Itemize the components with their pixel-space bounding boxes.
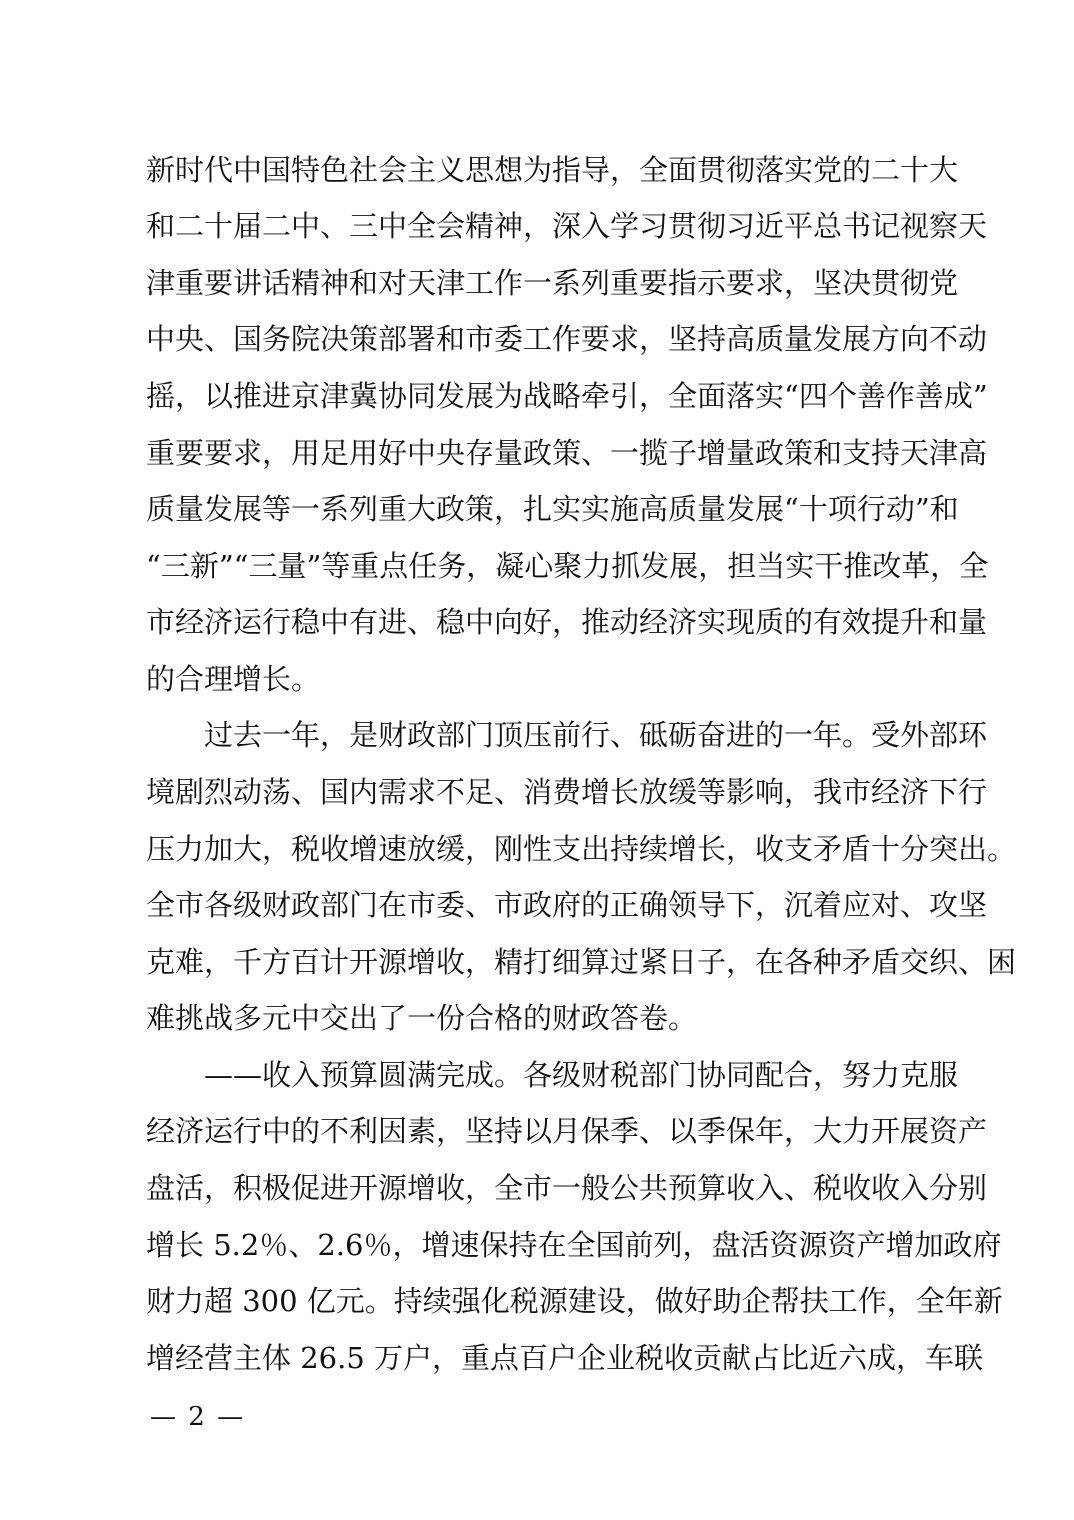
body-line: 摇，以推进京津冀协同发展为战略牵引，全面落实“四个善作善成”	[146, 379, 988, 413]
body-line: 重要要求，用足用好中央存量政策、一揽子增量政策和支持天津高	[146, 436, 988, 470]
body-line: 质量发展等一系列重大政策，扎实实施高质量发展“十项行动”和	[146, 492, 959, 526]
body-line: 增经营主体 26.5 万户，重点百户企业税收贡献占比近六成，车联	[146, 1341, 984, 1375]
paragraph-first-line: 过去一年，是财政部门顶压前行、砥砺奋进的一年。受外部环	[204, 718, 988, 752]
body-line: 和二十届二中、三中全会精神，深入学习贯彻习近平总书记视察天	[146, 209, 988, 243]
body-line: 财力超 300 亿元。持续强化税源建设，做好助企帮扶工作，全年新	[146, 1284, 1003, 1318]
body-line: 增长 5.2％、2.6％，增速保持在全国前列，盘活资源资产增加政府	[146, 1228, 1002, 1262]
body-line: 津重要讲话精神和对天津工作一系列重要指示要求，坚决贯彻党	[146, 266, 959, 300]
body-line: 全市各级财政部门在市委、市政府的正确领导下，沉着应对、攻坚	[146, 888, 988, 922]
body-line: 的合理增长。	[146, 662, 321, 696]
page-number: — 2 —	[150, 1402, 246, 1432]
body-line: 经济运行中的不利因素，坚持以月保季、以季保年，大力开展资产	[146, 1114, 988, 1148]
body-line: 境剧烈动荡、国内需求不足、消费增长放缓等影响，我市经济下行	[146, 775, 988, 809]
body-line: 盘活，积极促进开源增收，全市一般公共预算收入、税收收入分别	[146, 1171, 988, 1205]
body-line: 难挑战多元中交出了一份合格的财政答卷。	[146, 1001, 698, 1035]
body-line: 市经济运行稳中有进、稳中向好，推动经济实现质的有效提升和量	[146, 605, 988, 639]
body-line: 新时代中国特色社会主义思想为指导，全面贯彻落实党的二十大	[146, 153, 959, 187]
body-line: 克难，千方百计开源增收，精打细算过紧日子，在各种矛盾交织、困	[146, 945, 1017, 979]
body-line: “三新”“三量”等重点任务，凝心聚力抓发展，担当实干推改革，全	[146, 549, 989, 583]
body-line: 压力加大，税收增速放缓，刚性支出持续增长，收支矛盾十分突出。	[146, 832, 1017, 866]
body-line: 中央、国务院决策部署和市委工作要求，坚持高质量发展方向不动	[146, 322, 988, 356]
paragraph-first-line: ——收入预算圆满完成。各级财税部门协同配合，努力克服	[204, 1058, 959, 1092]
